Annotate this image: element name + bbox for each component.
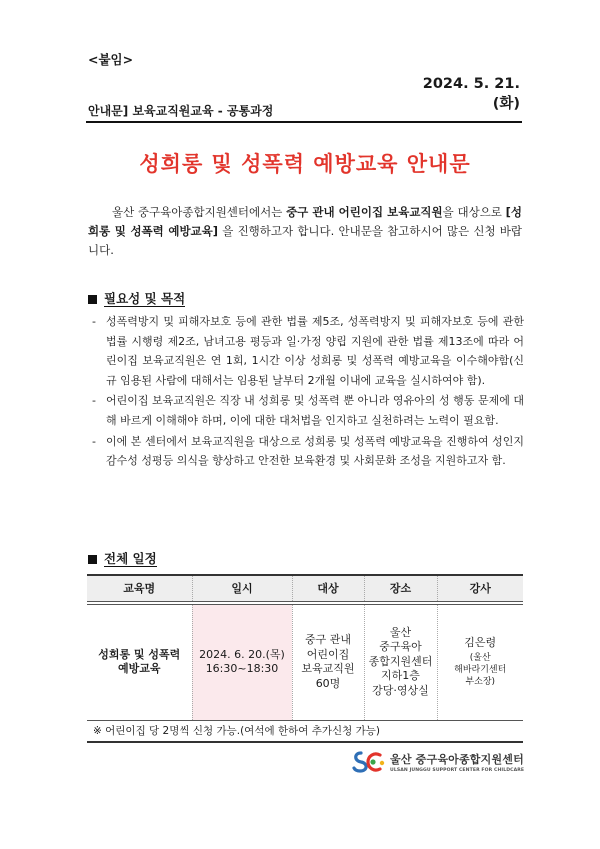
attachment-label: <붙임> xyxy=(88,52,134,67)
column-header: 장소 xyxy=(364,575,437,601)
section-purpose-heading xyxy=(88,291,185,307)
table-row xyxy=(87,604,523,720)
intro-text-2: 을 대상으로 xyxy=(442,205,506,219)
column-header: 강사 xyxy=(437,575,523,601)
section-schedule-heading xyxy=(88,551,157,567)
column-header: 교육명 xyxy=(87,575,192,601)
intro-target: 중구 관내 어린이집 보육교직원 xyxy=(286,205,443,219)
intro-text-3: 을 진행하고자 합니다. 안내문을 참고하시어 많은 신청 바랍니다. xyxy=(88,224,522,257)
section-schedule-title: 전체 일정 xyxy=(104,551,157,566)
document-subtitle: 안내문] 보육교직원교육 - 공통과정 xyxy=(88,104,274,118)
course-cell: 성희롱 및 성폭력 예방교육 xyxy=(87,604,192,720)
intro-text-1: 울산 중구육아종합지원센터에서는 xyxy=(112,205,287,219)
schedule-table xyxy=(87,574,523,743)
square-bullet-icon xyxy=(88,555,97,564)
intro-course: [성희롱 및 성폭력 예방교육] xyxy=(88,205,522,238)
place-cell: 울산 중구육아 종합지원센터 지하1층 강당·영상실 xyxy=(364,604,437,720)
list-item: - 성폭력방지 및 피해자보호 등에 관한 법률 제5조, 성폭력방지 및 피해자보호 등에 관한 법률 시행령 제2조, 남녀고용 평등과 일·가정 양립 지원에 관한 법률 제13조에 따라 어린이집 보육교직원은 연 1회, 1시간 이상 성희롱 및 성폭력 예방교육을 이수해야함(신규 임용된 사람에 대해서는 임용된 날부터 2개월 이내에 교육을 실시하여야 함). xyxy=(92,315,524,387)
table-note-row xyxy=(87,720,523,742)
header-divider xyxy=(86,121,522,123)
page-title: 성희롱 및 성폭력 예방교육 안내문 xyxy=(139,152,471,176)
center-logo xyxy=(352,749,524,775)
center-logo-icon xyxy=(352,749,386,775)
center-english-name: ULSAN JUNGGU SUPPORT CENTER FOR CHILDCARE xyxy=(390,768,525,773)
purpose-list xyxy=(92,312,524,472)
list-item: - 어린이집 보육교직원은 직장 내 성희롱 및 성폭력 뿐 아니라 영유아의 성 행동 문제에 대해 바르게 이해해야 하며, 이에 대한 대처법을 인지하고 실천하려는 노력이 필요함. xyxy=(92,394,524,427)
document-date: 2024. 5. 21.(화) xyxy=(422,76,520,112)
intro-paragraph xyxy=(88,203,522,260)
column-header: 대상 xyxy=(292,575,364,601)
date-cell: 2024. 6. 20.(목) 16:30~18:30 xyxy=(192,604,292,720)
square-bullet-icon xyxy=(88,295,97,304)
center-name: 울산 중구육아종합지원센터 xyxy=(390,753,524,766)
section-purpose-title: 필요성 및 목적 xyxy=(104,291,186,306)
application-note: ※ 어린이집 당 2명씩 신청 가능.(여석에 한하여 추가신청 가능) xyxy=(87,720,523,742)
table-header-row xyxy=(87,575,523,601)
target-cell: 중구 관내 어린이집 보육교직원 60명 xyxy=(292,604,364,720)
list-item: - 이에 본 센터에서 보육교직원을 대상으로 성희롱 및 성폭력 예방교육을 진행하여 성인지 감수성 성평등 의식을 향상하고 안전한 보육환경 및 사회문화 조성을 지원하고자 함. xyxy=(92,434,524,468)
column-header: 일시 xyxy=(192,575,292,601)
lecturer-cell: 김은령 (울산 해바라기센터 부소장) xyxy=(437,604,523,720)
